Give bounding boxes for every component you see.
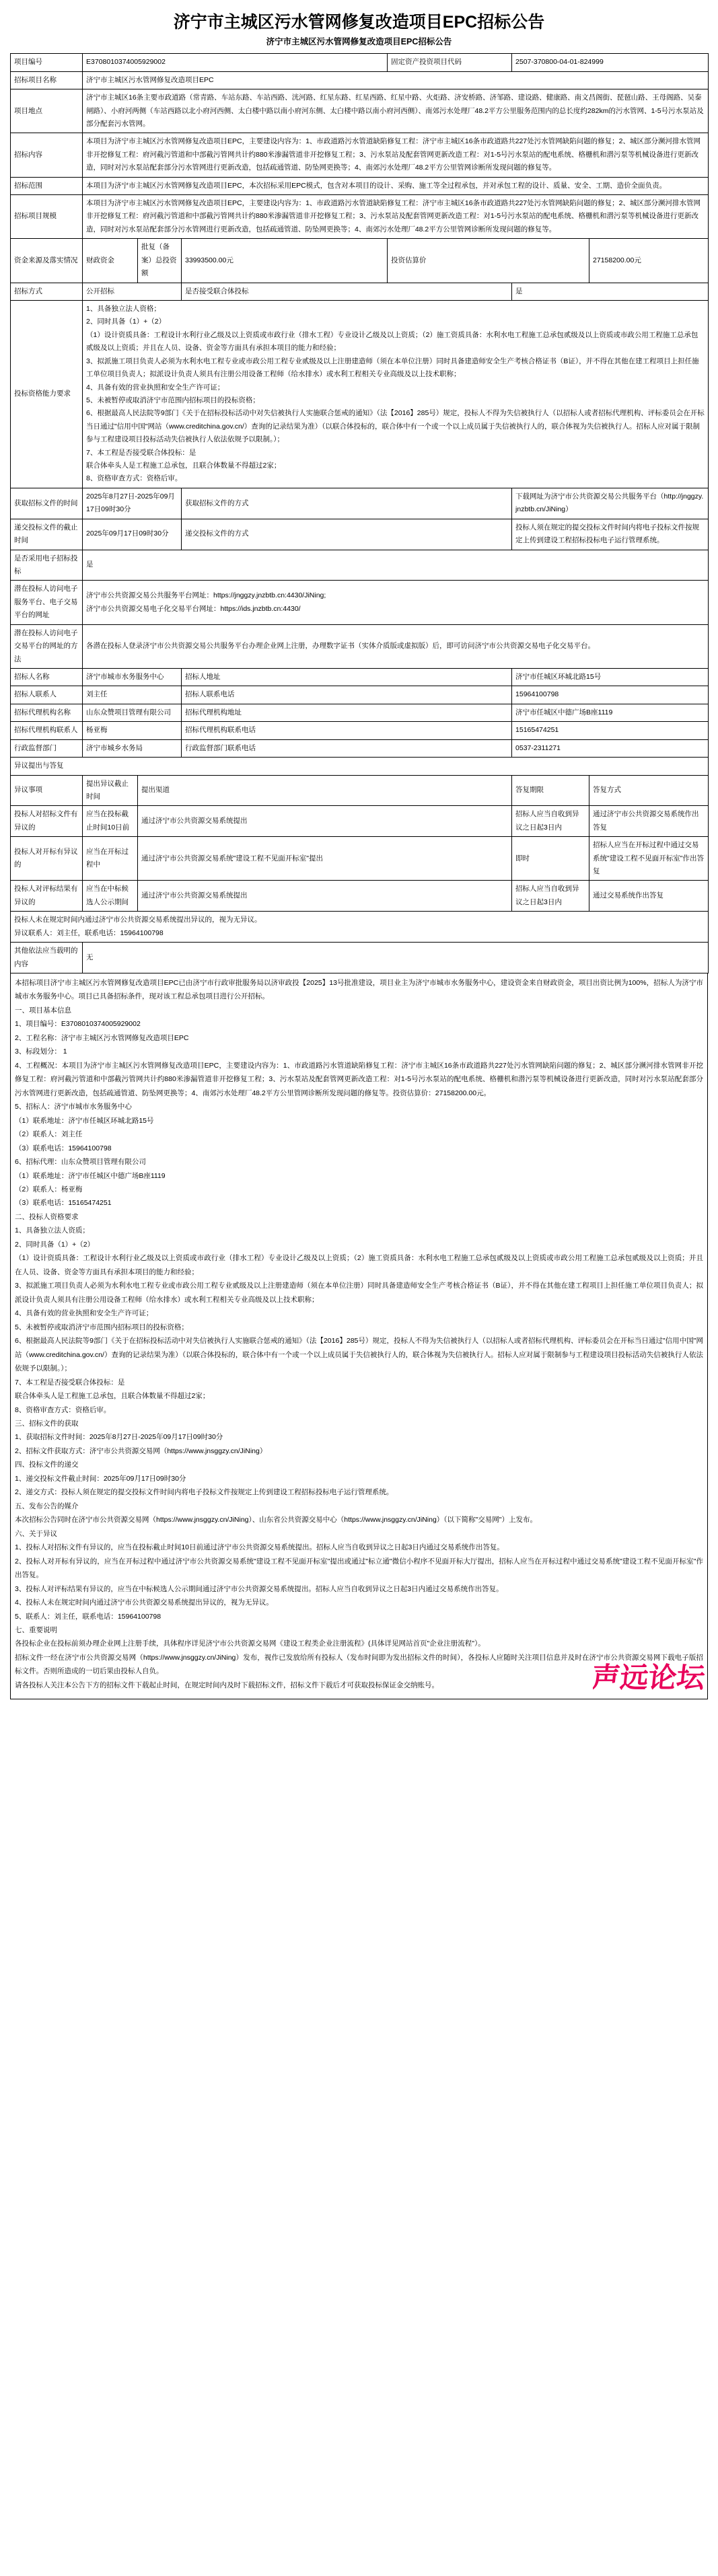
label-asset-code: 固定资产投资项目代码 [388, 54, 512, 71]
table-row-agency-contact [11, 722, 709, 739]
page-title: 济宁市主城区污水管网修复改造项目EPC招标公告 [173, 13, 545, 32]
table-row-platform-url [11, 581, 709, 624]
table-row-location [11, 89, 709, 133]
table-row-qualification [11, 301, 709, 488]
table-row-objection-header [11, 775, 709, 806]
table-row-content [11, 133, 709, 177]
table-row-tenderer-contact [11, 686, 709, 704]
value-platform-access: 各潜在投标人登录济宁市公共资源交易公共服务平台办理企业网上注册，办理数字证书（实体介质版或虚拟版）后，即可访问济宁市公共资源交易电子化交易平台。 [83, 624, 709, 668]
narrative-paragraph: 2、招标文件获取方式：济宁市公共资源交易网（https://www.jnsggzy.cn/JiNing） [15, 1446, 267, 1455]
value-submit-deadline: 2025年09月17日09时30分 [83, 519, 182, 550]
tender-info-table [10, 53, 709, 973]
label-scale: 招标项目规模 [11, 195, 83, 239]
page-subtitle: 济宁市主城区污水管网修复改造项目EPC招标公告 [266, 37, 452, 47]
qualification-line: 4、具备有效的营业执照和安全生产许可证； [86, 383, 225, 392]
value-other: 无 [83, 943, 709, 973]
label-submit-way: 递交投标文件的方式 [182, 519, 512, 550]
table-row-agency [11, 704, 709, 721]
narrative-paragraph: 3、拟派施工项目负责人必须为水利水电工程专业或市政公用工程专业贰级及以上注册建造师（须在本单位注册）同时具备建造师安全生产考核合格证书（B证），并不得在其他在建工程项目上担任施工单位项目负责人；拟派设计负责人须具有注册公用设备工程师（给水排水）或水利工程相关专业高级及以上技术职称； [15, 1282, 703, 1304]
label-submit-deadline: 递交投标文件的截止时间 [11, 519, 83, 550]
objection-item: 投标人对招标文件有异议的 [11, 806, 83, 837]
label-tenderer-name: 招标人名称 [11, 668, 83, 686]
value-scale: 本项目为济宁市主城区污水管网修复改造项目EPC，主要建设内容为：1、市政道路污水管道缺陷修复工程：济宁市主城区16条市政道路共227处污水管网缺陷问题的修复；2、城区部分濒河排水管网非开挖修复工程：府河截污管道和中部截污管网共计约880米渗漏管道非开挖修复工程；3、污水泵站及配套管网更新改造工程：对1-5号污水泵站的配电系统、格栅机和潜污泵等机械设备进行更新改造，同时对污水泵站配套部分污水管网进行更新改造，包括疏通管道、防坠网更换等；4、南郊污水处理厂48.2平方公里管网诊断所发现问题的修复等。 [83, 195, 709, 239]
label-supervisor: 行政监督部门 [11, 739, 83, 757]
objection-note-line: 投标人未在规定时间内通过济宁市公共资源交易系统提出异议的，视为无异议。 [14, 916, 262, 924]
svg-text:声远论坛: 声远论坛 [593, 1662, 707, 1694]
qualification-line: 6、根据最高人民法院等9部门《关于在招标投标活动中对失信被执行人实施联合惩戒的通知》（法【2016】285号）规定，投标人不得为失信被执行人（以招标人或者招标代理机构、评标委员会在开标当日通过"信用中国"网站（www.creditchina.gov.cn/）查询的记录结果为准）（以联合体投标的，联合体中有一个或一个以上成员属于失信被执行人的，联合体视为失信被执行人。招标人应对属于限制参与工程建设项目投标活动失信被执行人依法依规予以限制。）； [86, 409, 705, 444]
objection-reply-limit: 即时 [512, 837, 589, 881]
objection-reply-way: 通过交易系统作出答复 [589, 881, 709, 912]
table-row-supervisor [11, 739, 709, 757]
narrative-paragraph: 3、投标人对评标结果有异议的，应当在中标候选人公示期间通过济宁市公共资源交易系统提出。招标人应当自收到异议之日起3日内通过交易系统作出答复。 [15, 1584, 503, 1593]
table-row-electronic [11, 550, 709, 581]
table-row [11, 881, 709, 912]
label-agency-addr: 招标代理机构地址 [182, 704, 512, 721]
narrative-paragraph: 5、未被暂停或取消济宁市范围内招标项目的投标资格； [15, 1323, 188, 1331]
table-row-platform-access [11, 624, 709, 668]
narrative-paragraph: 七、重要说明 [15, 1626, 57, 1635]
value-agency-phone: 15165474251 [512, 722, 709, 739]
narrative-paragraph: 六、关于异议 [15, 1529, 57, 1538]
value-bid-method: 公开招标 [83, 283, 182, 300]
value-consortium: 是 [512, 283, 709, 300]
value-qualification [83, 301, 709, 488]
narrative-paragraph: 5、联系人：刘主任，联系电话：15964100798 [15, 1612, 161, 1621]
platform-url-line: 济宁市公共资源交易电子化交易平台网址：https://ids.jnzbtb.cn:4430/ [86, 604, 301, 613]
platform-url-line: 济宁市公共资源交易公共服务平台网址：https://jnggzy.jnzbtb.cn:4430/JiNing; [86, 591, 326, 600]
value-content: 本项目为济宁市主城区污水管网修复改造项目EPC，主要建设内容为：1、市政道路污水管道缺陷修复工程：济宁市主城区16条市政道路共227处污水管网缺陷问题的修复；2、城区部分濒河排水管网非开挖修复工程：府河截污管道和中部截污管网共计约880米渗漏管道非开挖修复工程；3、污水泵站及配套管网更新改造工程：对1-5号污水泵站的配电系统、格栅机和潜污泵等机械设备进行更新改造，同时对污水泵站配套部分污水管网进行更新改造，包括疏通管道、防坠网更换等；4、南郊污水处理厂48.2平方公里管网诊断所发现问题的修复等。 [83, 133, 709, 177]
value-tenderer-contact: 刘主任 [83, 686, 182, 704]
narrative-paragraph: （1）联系地址：济宁市任城区环城北路15号 [15, 1116, 154, 1125]
narrative-paragraph: 2、投标人对开标有异议的，应当在开标过程中通过济宁市公共资源交易系统"建设工程不见面开标室"提出或通过"标立通"微信小程序不见面开标大厅提出，招标人应当在开标过程中通过交易系统"建设工程不见面开标室"作出答复。 [15, 1557, 703, 1580]
narrative-paragraph: 4、具备有效的营业执照和安全生产许可证； [15, 1309, 153, 1318]
narrative-paragraph: 1、投标人对招标文件有异议的，应当在投标截止时间10日前通过济宁市公共资源交易系统提出。招标人应当自收到异议之日起3日内通过交易系统作出答复。 [15, 1543, 504, 1552]
narrative-paragraph: 二、投标人资格要求 [15, 1212, 79, 1221]
table-row [11, 837, 709, 881]
value-tenderer-phone: 15964100798 [512, 686, 709, 704]
table-row-get-doc [11, 488, 709, 519]
value-supervisor-phone: 0537-2311271 [512, 739, 709, 757]
qualification-line: 联合体牵头人是工程施工总承包，且联合体数量不得超过2家； [86, 462, 281, 470]
table-row-scale [11, 195, 709, 239]
value-project-no: E3708010374005929002 [83, 54, 388, 71]
objection-section-label: 异议提出与答复 [11, 758, 709, 775]
value-get-doc-time: 2025年8月27日-2025年09月17日09时30分 [83, 488, 182, 519]
narrative-paragraph: 6、招标代理：山东众赞项目管理有限公司 [15, 1158, 146, 1167]
objection-deadline: 应当在投标截止时间10日前 [83, 806, 138, 837]
table-row-bid-method [11, 283, 709, 300]
narrative-paragraph: 一、项目基本信息 [15, 1006, 71, 1015]
table-row-submit-deadline [11, 519, 709, 550]
table-row-project-no [11, 54, 709, 71]
label-tenderer-phone: 招标人联系电话 [182, 686, 512, 704]
narrative-paragraph: 8、资格审查方式：资格后审。 [15, 1405, 111, 1414]
label-electronic: 是否采用电子招标投标 [11, 550, 83, 581]
label-platform-url: 潜在投标人访问电子服务平台、电子交易平台的网址 [11, 581, 83, 624]
value-funding-source: 财政资金 [83, 239, 138, 283]
objection-reply-way: 通过济宁市公共资源交易系统作出答复 [589, 806, 709, 837]
narrative-paragraph: （1）联系地址：济宁市任城区中德广场B座1119 [15, 1171, 166, 1180]
label-get-doc-time: 获取招标文件的时间 [11, 488, 83, 519]
value-approval-total: 33993500.00元 [182, 239, 388, 283]
qualification-line: （1）设计资质具备：工程设计水利行业乙级及以上资质或市政行业（排水工程）专业设计乙级及以上资质；（2）施工资质具备：水利水电工程施工总承包贰级及以上资质或市政公用工程施工总承包贰级及以上资质；并且在人员、设备、资金等方面具有承担本项目的能力和经验； [86, 330, 698, 353]
objection-col-reply-limit: 答复期限 [512, 775, 589, 806]
objection-deadline: 应当在中标候选人公示期间 [83, 881, 138, 912]
label-supervisor-phone: 行政监督部门联系电话 [182, 739, 512, 757]
narrative-paragraph: （3）联系电话：15964100798 [15, 1144, 112, 1152]
narrative-paragraph: （1）设计资质具备：工程设计水利行业乙级及以上资质或市政行业（排水工程）专业设计乙级及以上资质；（2）施工资质具备：水利水电工程施工总承包贰级及以上资质或市政公用工程施工总承包贰级及以上资质；并且在人员、设备、资金等方面具有承担本项目的能力和经验； [15, 1254, 703, 1276]
label-agency-phone: 招标代理机构联系电话 [182, 722, 512, 739]
table-row-funding [11, 239, 709, 283]
objection-reply-limit: 招标人应当自收到异议之日起3日内 [512, 806, 589, 837]
narrative-paragraph: 1、具备独立法人资质； [15, 1226, 89, 1235]
objection-note [11, 912, 709, 943]
objection-deadline: 应当在开标过程中 [83, 837, 138, 881]
objection-col-reply-way: 答复方式 [589, 775, 709, 806]
narrative-paragraph: 7、本工程是否接受联合体投标：是 [15, 1378, 125, 1387]
objection-channel: 通过济宁市公共资源交易系统提出 [138, 881, 512, 912]
objection-item: 投标人对评标结果有异议的 [11, 881, 83, 912]
value-agency-contact: 杨亚梅 [83, 722, 182, 739]
narrative-paragraph: 三、招标文件的获取 [15, 1419, 79, 1428]
value-submit-way: 投标人须在规定的提交投标文件时间内将电子投标文件按规定上传到建设工程招标投标电子运行管理系统。 [512, 519, 709, 550]
narrative-paragraph: 1、获取招标文件时间：2025年8月27日-2025年09月17日09时30分 [15, 1433, 223, 1442]
value-tenderer-name: 济宁市城市水务服务中心 [83, 668, 182, 686]
narrative-paragraph: 请各投标人关注本公告下方的招标文件下载起止时间，在规定时间内及时下载招标文件，招标文件下载后才可获取投标保证金交纳账号。 [15, 1681, 439, 1689]
table-row-other [11, 943, 709, 973]
label-consortium: 是否接受联合体投标 [182, 283, 512, 300]
table-row [11, 806, 709, 837]
value-location: 济宁市主城区16条主要市政道路（常青路、车站东路、车站西路、洸河路、红星东路、红星西路、红星中路、火炬路、济安桥路、济邹路、建设路、健康路、南文昌阁街、琵琶山路、王母阁路、吴泰闸路）、小府河两侧（车站西路以北小府河西侧、太白楼中路以南小府河东侧、太白楼中路以南小府河西侧）、南郊污水处理厂48.2平方公里服务范围内的总长度约282km的污水管网、1-5号污水泵站及部分配套污水管网。 [83, 89, 709, 133]
table-row-objection-note [11, 912, 709, 943]
qualification-line: 5、未被暂停或取消济宁市范围内招标项目的投标资格； [86, 396, 260, 404]
qualification-line: 2、同时具备（1）+（2） [86, 318, 166, 326]
qualification-line: 8、资格审查方式：资格后审。 [86, 474, 182, 483]
narrative-paragraph: 五、发布公告的媒介 [15, 1502, 79, 1510]
label-project-no: 项目编号 [11, 54, 83, 71]
label-funding: 资金来源及落实情况 [11, 239, 83, 283]
value-supervisor: 济宁市城乡水务局 [83, 739, 182, 757]
objection-col-channel: 提出渠道 [138, 775, 512, 806]
label-bid-method: 招标方式 [11, 283, 83, 300]
table-row-tenderer [11, 668, 709, 686]
narrative-paragraph: 2、同时具备（1）+（2） [15, 1240, 95, 1249]
value-agency-addr: 济宁市任城区中德广场B座1119 [512, 704, 709, 721]
objection-reply-limit: 招标人应当自收到异议之日起3日内 [512, 881, 589, 912]
label-content: 招标内容 [11, 133, 83, 177]
narrative-paragraph: 四、投标文件的递交 [15, 1461, 79, 1469]
narrative-paragraph: 1、递交投标文件截止时间：2025年09月17日09时30分 [15, 1474, 186, 1483]
narrative-paragraph: 2、工程名称：济宁市主城区污水管网修复改造项目EPC [15, 1033, 189, 1042]
value-scope: 本项目为济宁市主城区污水管网修复改造项目EPC，本次招标采用EPC模式，包含对本项目的设计、采购、施工等全过程承包，并对承包工程的设计、质量、安全、工期、造价全面负责。 [83, 177, 709, 194]
narrative-paragraph: （2）联系人：杨亚梅 [15, 1185, 83, 1194]
value-tenderer-addr: 济宁市任城区环城北路15号 [512, 668, 709, 686]
narrative-paragraph: 4、投标人未在规定时间内通过济宁市公共资源交易系统提出异议的，视为无异议。 [15, 1598, 273, 1607]
label-get-doc-way: 获取招标文件的方式 [182, 488, 512, 519]
objection-reply-way: 招标人应当在开标过程中通过交易系统"建设工程不见面开标室"作出答复 [589, 837, 709, 881]
qualification-line: 3、拟派施工项目负责人必须为水利水电工程专业或市政公用工程专业贰级及以上注册建造师（须在本单位注册）同时具备建造师安全生产考核合格证书（B证），并不得在其他在建工程项目上担任施工单位项目负责人；拟派设计负责人须具有注册公用设备工程师（给水排水）或水利工程相关专业高级及以上技术职称； [86, 357, 699, 379]
qualification-line: 7、本工程是否接受联合体投标：是 [86, 448, 196, 457]
label-qualification: 投标资格能力要求 [11, 301, 83, 488]
narrative-paragraph: 2、递交方式：投标人须在规定的提交投标文件时间内将电子投标文件按规定上传到建设工程招标投标电子运行管理系统。 [15, 1488, 394, 1497]
objection-note-line: 异议联系人：刘主任，联系电话：15964100798 [14, 928, 164, 937]
value-agency-name: 山东众赞项目管理有限公司 [83, 704, 182, 721]
value-electronic: 是 [83, 550, 709, 581]
value-get-doc-way: 下载网址为济宁市公共资源交易公共服务平台（http://jnggzy.jnzbtb.cn/JiNing） [512, 488, 709, 519]
qualification-line: 1、具备独立法人资格； [86, 305, 161, 313]
objection-channel: 通过济宁市公共资源交易系统提出 [138, 806, 512, 837]
narrative-paragraph: 本招标项目济宁市主城区污水管网修复改造项目EPC已由济宁市行政审批服务局以济审政投【2025】13号批准建设，项目业主为济宁市城市水务服务中心，建设资金来自财政资金，项目出资比例为100%，招标人为济宁市城市水务服务中心。项目已具备招标条件，现对该工程总承包项目进行公开招标。 [15, 978, 703, 1001]
label-scope: 招标范围 [11, 177, 83, 194]
label-platform-access: 潜在投标人访问电子交易平台的网址的方法 [11, 624, 83, 668]
label-estimate-price: 投资估算价 [388, 239, 589, 283]
label-tenderer-addr: 招标人地址 [182, 668, 512, 686]
narrative-paragraph: 5、招标人：济宁市城市水务服务中心 [15, 1103, 132, 1111]
narrative-paragraph: 3、标段划分： 1 [15, 1047, 67, 1056]
value-estimate-price: 27158200.00元 [589, 239, 709, 283]
narrative-paragraph: （3）联系电话：15165474251 [15, 1199, 112, 1208]
value-asset-code: 2507-370800-04-01-824999 [512, 54, 709, 71]
narrative-paragraph: （2）联系人：刘主任 [15, 1130, 83, 1139]
narrative-paragraph: 4、工程概况：本项目为济宁市主城区污水管网修复改造项目EPC，主要建设内容为：1、市政道路污水管道缺陷修复工程：济宁市主城区16条市政道路共227处污水管网缺陷问题的修复；2、城区部分濒河排水管网非开挖修复工程：府河截污管道和中部截污管网共计约880米渗漏管道非开挖修复工程；3、污水泵站及配套管网更新改造工程：对1-5号污水泵站的配电系统、格栅机和潜污泵等机械设备进行更新改造，同时对污水泵站配套部分污水管网进行更新改造，包括疏通管道、防坠网更换等；4、南郊污水处理厂48.2平方公里管网诊断所发现问题的修复等。投资估算价：27158200.00元。 [15, 1061, 703, 1097]
label-location: 项目地点 [11, 89, 83, 133]
label-project-name: 招标项目名称 [11, 71, 83, 89]
label-tenderer-contact: 招标人联系人 [11, 686, 83, 704]
narrative-paragraph: 1、项目编号：E3708010374005929002 [15, 1020, 141, 1029]
narrative-paragraph: 各投标企业在投标前须办理企业网上注册手续，具体程序详见济宁市公共资源交易网《建设工程类企业注册流程》(具体详见网站首页"企业注册流程"）。 [15, 1640, 485, 1648]
label-agency-name: 招标代理机构名称 [11, 704, 83, 721]
narrative-paragraph: 本次招标公告同时在济宁市公共资源交易网（https://www.jnsggzy.cn/JiNing）、山东省公共资源交易中心（https://www.jnsggzy.cn/JiNing）（以下简称"交易网"）上发布。 [15, 1516, 538, 1524]
label-other: 其他依法应当载明的内容 [11, 943, 83, 973]
table-row-scope [11, 177, 709, 194]
label-approval-total: 批复（备案）总投资额 [138, 239, 182, 283]
value-project-name: 济宁市主城区污水管网修复改造项目EPC [83, 71, 709, 89]
narrative-paragraph: 联合体牵头人是工程施工总承包，且联合体数量不得超过2家； [15, 1392, 210, 1401]
table-row-project-name [11, 71, 709, 89]
value-platform-url [83, 581, 709, 624]
table-row-objection-heading [11, 758, 709, 775]
label-agency-contact: 招标代理机构联系人 [11, 722, 83, 739]
objection-col-item: 异议事项 [11, 775, 83, 806]
narrative-paragraph: 招标文件一经在济宁市公共资源交易网（https://www.jnsggzy.cn/JiNing）发布，视作已发放给所有投标人（发布时间即为发出招标文件的时间），各投标人应随时关注项目信息并及时在济宁市公共资源交易网下载电子版招标文件。否则所造成的一切后果由投标人自负。 [15, 1653, 703, 1676]
objection-item: 投标人对开标有异议的 [11, 837, 83, 881]
objection-channel: 通过济宁市公共资源交易系统"建设工程不见面开标室"提出 [138, 837, 512, 881]
objection-col-deadline: 提出异议截止时间 [83, 775, 138, 806]
narrative-section [10, 973, 708, 1699]
narrative-paragraph: 6、根据最高人民法院等9部门《关于在招标投标活动中对失信被执行人实施联合惩戒的通知》（法【2016】285号）规定，投标人不得为失信被执行人（以招标人或者招标代理机构、评标委员会在开标当日通过"信用中国"网站（www.creditchina.gov.cn/）查询的记录结果为准）（以联合体投标的，联合体中有一个或一个以上成员属于失信被执行人的，联合体视为失信被执行人。招标人应对属于限制参与工程建设项目投标活动失信被执行人依法依规予以限制。）； [15, 1337, 703, 1373]
